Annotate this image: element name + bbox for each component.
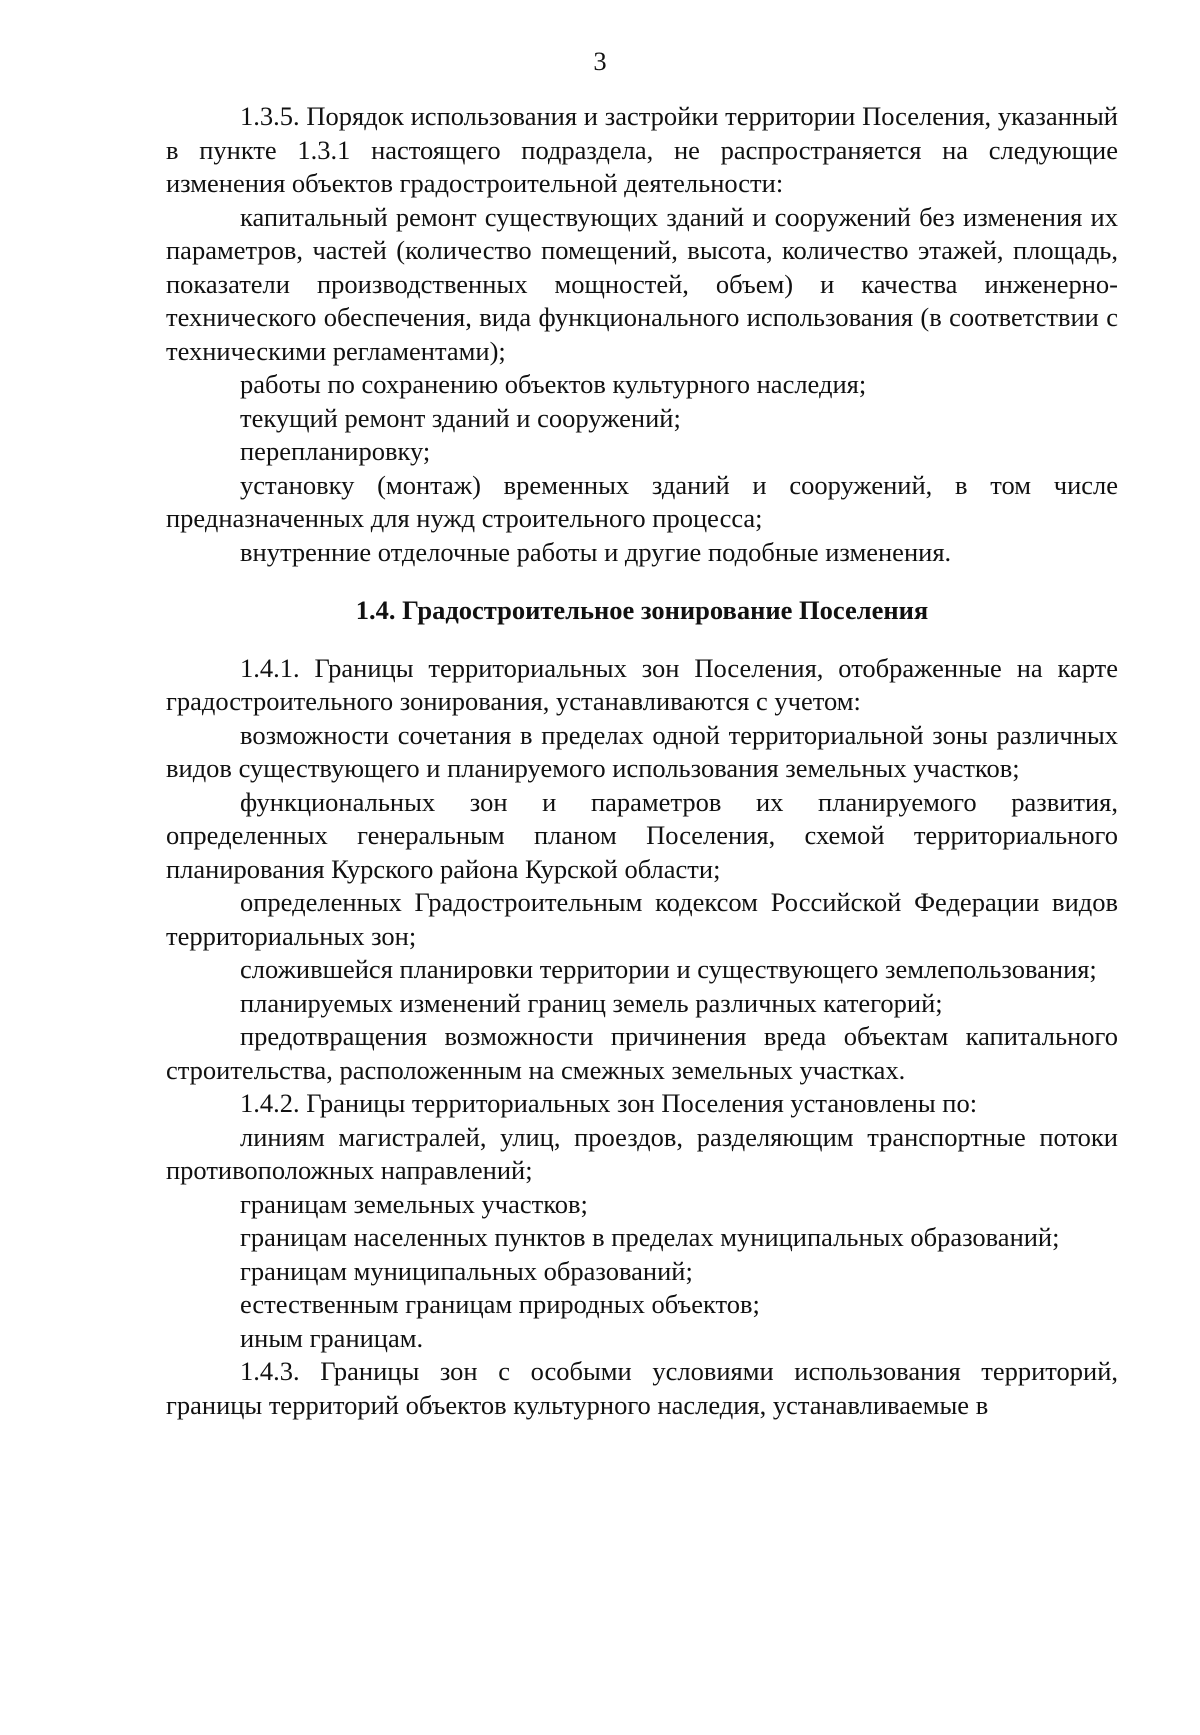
list-item: границам муниципальных образований;	[240, 1255, 693, 1286]
list-item: текущий ремонт зданий и сооружений;	[240, 402, 681, 433]
list-item: границам земельных участков;	[240, 1188, 588, 1219]
section-1-3	[166, 100, 1118, 569]
list-item: перепланировку;	[240, 436, 431, 466]
list-item: предотвращения возможности причинения вреда объектам капитального строительства, расположенным на смежных земельных участках.	[166, 1021, 1118, 1085]
list-item: сложившейся планировки территории и существующего землепользования;	[240, 954, 1097, 984]
section-1-4	[166, 652, 1118, 1423]
document-body	[166, 100, 1118, 1422]
list-item: работы по сохранению объектов культурного наследия;	[240, 369, 867, 399]
paragraph-1-4-1: 1.4.1. Границы территориальных зон Поселения, отображенные на карте градостроительного зонирования, устанавливаются с учетом:	[166, 652, 1118, 716]
paragraph-1-3-5: 1.3.5. Порядок использования и застройки территории Поселения, указанный в пункте 1.3.1 настоящего подраздела, не распространяется на следующие изменения объектов градостроительной деятельности:	[166, 101, 1118, 198]
page-number: 3	[593, 46, 607, 76]
paragraph-1-4-3: 1.4.3. Границы зон с особыми условиями использования территорий, границы территорий объектов культурного наследия, устанавливаемые в	[166, 1356, 1118, 1420]
section-heading-1-4: 1.4. Градостроительное зонирование Поселения	[355, 595, 929, 625]
list-item: иным границам.	[240, 1322, 424, 1353]
list-item: установку (монтаж) временных зданий и сооружений, в том числе предназначенных для нужд строительного процесса;	[166, 469, 1118, 533]
paragraph-1-4-2: 1.4.2. Границы территориальных зон Поселения установлены по:	[240, 1088, 978, 1118]
list-item: внутренние отделочные работы и другие подобные изменения.	[240, 536, 952, 567]
list-item: возможности сочетания в пределах одной территориальной зоны различных видов существующего и планируемого использования земельных участков;	[166, 719, 1118, 783]
list-item: капитальный ремонт существующих зданий и сооружений без изменения их параметров, частей (количество помещений, высота, количество этажей, площадь, показатели производственных мощностей, объем) и качества инженерно-технического обеспечения, вида функционального использования (в соответствии с техническими регламентами);	[166, 201, 1118, 366]
list-item: границам населенных пунктов в пределах муниципальных образований;	[240, 1222, 1060, 1252]
list-item: определенных Градостроительным кодексом Российской Федерации видов территориальных зон;	[166, 887, 1118, 951]
list-item: линиям магистралей, улиц, проездов, разделяющим транспортные потоки противоположных направлений;	[166, 1121, 1118, 1185]
list-item: естественным границам природных объектов;	[240, 1289, 760, 1319]
list-item: функциональных зон и параметров их планируемого развития, определенных генеральным планом Поселения, схемой территориального планирования Курского района Курской области;	[166, 786, 1118, 884]
list-item: планируемых изменений границ земель различных категорий;	[240, 987, 943, 1018]
